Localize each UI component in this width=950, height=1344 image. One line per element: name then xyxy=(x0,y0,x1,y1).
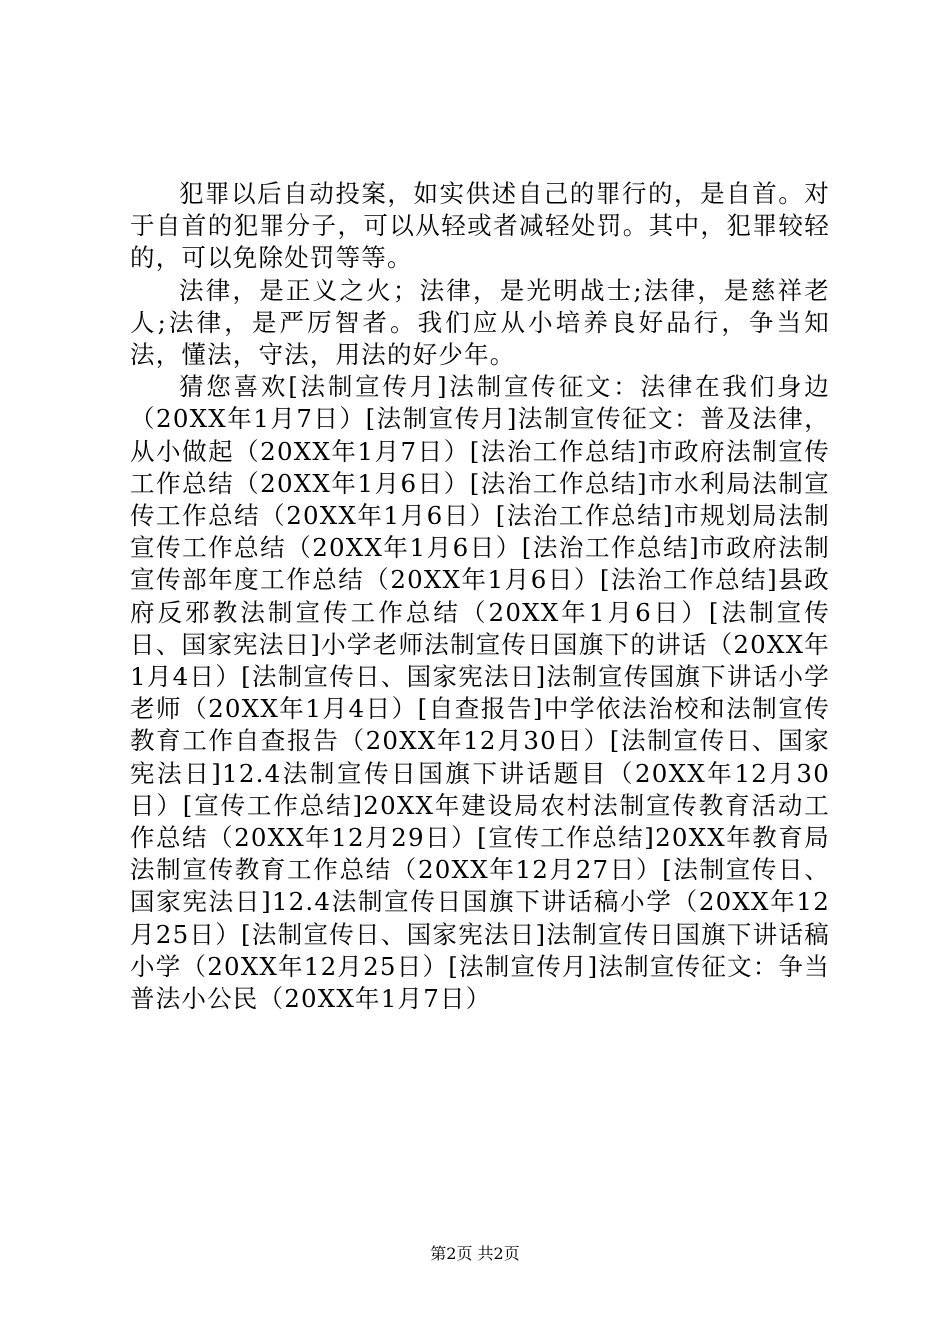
paragraph-law-praise: 法律，是正义之火；法律，是光明战士;法律，是慈祥老人;法律，是严厉智者。我们应从小培养良好品行，争当知法，懂法，守法，用法的好少年。 xyxy=(130,275,830,370)
paragraph-related-articles: 猜您喜欢[法制宣传月]法制宣传征文：法律在我们身边（20XX年1月7日）[法制宣传月]法制宣传征文：普及法律，从小做起（20XX年1月7日）[法治工作总结]市政府法制宣传工作总结（20XX年1月6日）[法治工作总结]市水利局法制宣传工作总结（20XX年1月6日）[法治工作总结]市规划局法制宣传工作总结（20XX年1月6日）[法治工作总结]市政府法制宣传部年度工作总结（20XX年1月6日）[法治工作总结]县政府反邪教法制宣传工作总结（20XX年1月6日）[法制宣传日、国家宪法日]小学老师法制宣传日国旗下的讲话（20XX年1月4日）[法制宣传日、国家宪法日]法制宣传国旗下讲话小学老师（20XX年1月4日）[自查报告]中学依法治校和法制宣传教育工作自查报告（20XX年12月30日）[法制宣传日、国家宪法日]12.4法制宣传日国旗下讲话题目（20XX年12月30日）[宣传工作总结]20XX年建设局农村法制宣传教育活动工作总结（20XX年12月29日）[宣传工作总结]20XX年教育局法制宣传教育工作总结（20XX年12月27日）[法制宣传日、国家宪法日]12.4法制宣传日国旗下讲话稿小学（20XX年12月25日）[法制宣传日、国家宪法日]法制宣传日国旗下讲话稿小学（20XX年12月25日）[法制宣传月]法制宣传征文：争当普法小公民（20XX年1月7日） xyxy=(130,372,830,1014)
page-footer: 第2页 共2页 xyxy=(430,1244,520,1263)
paragraph-confession: 犯罪以后自动投案，如实供述自己的罪行的，是自首。对于自首的犯罪分子，可以从轻或者减轻处罚。其中，犯罪较轻的，可以免除处罚等等。 xyxy=(130,179,830,273)
document-body xyxy=(130,178,830,1015)
